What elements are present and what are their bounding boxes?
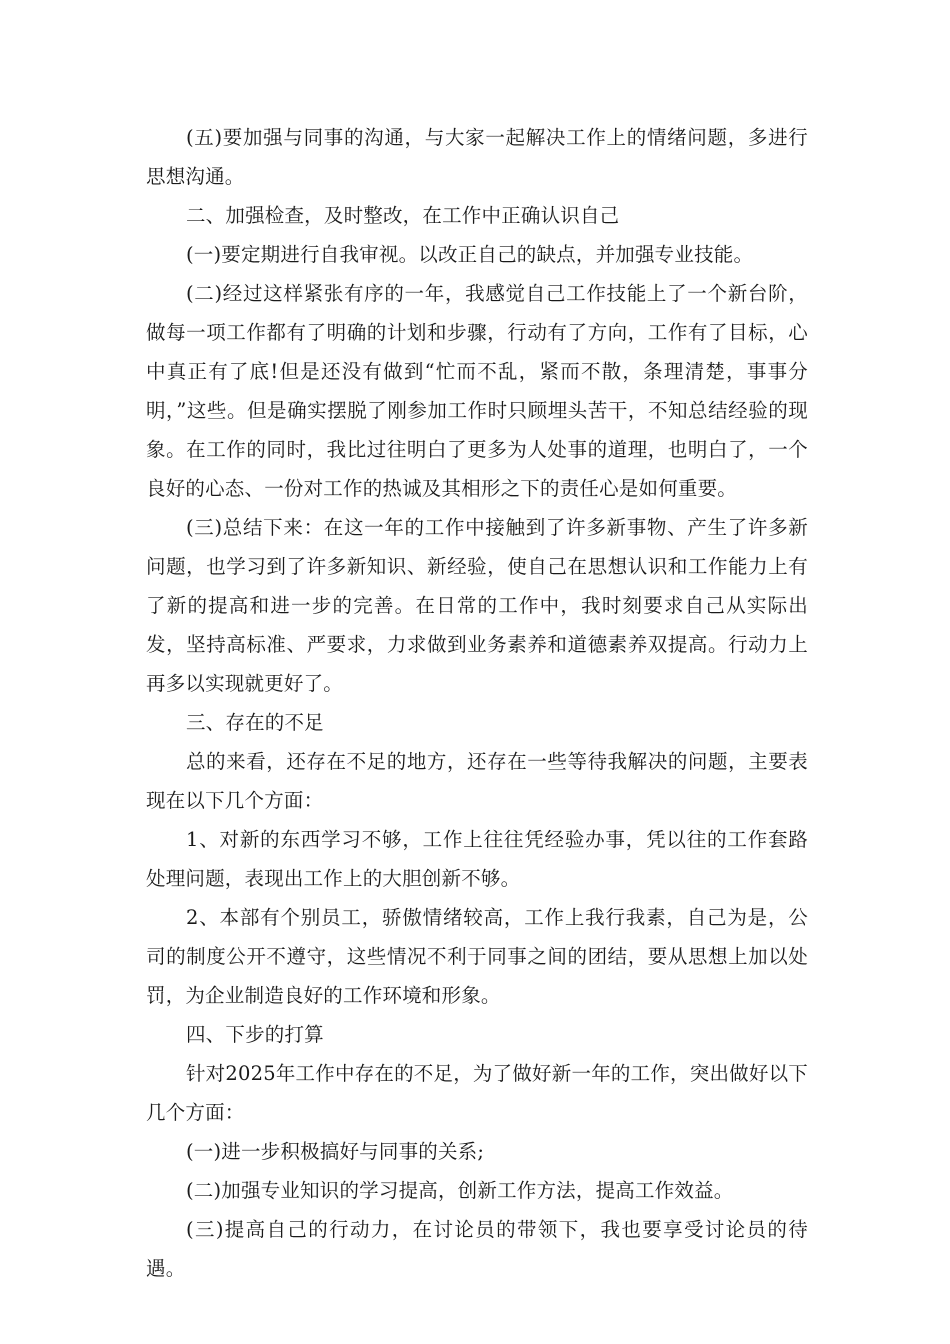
paragraph-plan-3: (三)提高自己的行动力，在讨论员的带领下，我也要享受讨论员的待遇。: [146, 1218, 808, 1280]
paragraph-self-review: (一)要定期进行自我审视。以改正自己的缺点，并加强专业技能。: [185, 243, 754, 266]
paragraph-skill-improvement: (二)经过这样紧张有序的一年，我感觉自己工作技能上了一个新台阶，做每一项工作都有了明确的计划和步骤，行动有了方向，工作有了目标，心中真正有了底!但是还没有做到“忙而不乱，紧而不散，条理清楚，事事分明，”这些。但是确实摆脱了刚参加工作时只顾埋头苦干，不知总结经验的现象。在工作的同时，我比过往明白了更多为人处事的道理，也明白了，一个良好的心态、一份对工作的热诚及其相形之下的责任心是如何重要。: [146, 282, 808, 500]
section-heading-3: 三、存在的不足: [185, 711, 324, 734]
document-body: [146, 118, 808, 1288]
paragraph-plan-2: (二)加强专业知识的学习提高，创新工作方法，提高工作效益。: [185, 1179, 734, 1202]
section-heading-4: 四、下步的打算: [185, 1023, 324, 1046]
paragraph-shortcomings-intro: 总的来看，还存在不足的地方，还存在一些等待我解决的问题，主要表现在以下几个方面：: [146, 750, 808, 812]
paragraph-communication: (五)要加强与同事的沟通，与大家一起解决工作上的情绪问题，多进行思想沟通。: [146, 126, 808, 188]
paragraph-shortcoming-2: 2、本部有个别员工，骄傲情绪较高，工作上我行我素，自己为是，公司的制度公开不遵守，这些情况不利于同事之间的团结，要从思想上加以处罚，为企业制造良好的工作环境和形象。: [146, 906, 808, 1007]
paragraph-summary: (三)总结下来：在这一年的工作中接触到了许多新事物、产生了许多新问题，也学习到了许多新知识、新经验，使自己在思想认识和工作能力上有了新的提高和进一步的完善。在日常的工作中，我时刻要求自己从实际出发，坚持高标准、严要求，力求做到业务素养和道德素养双提高。行动力上再多以实现就更好了。: [146, 516, 808, 695]
paragraph-plan-1: (一)进一步积极搞好与同事的关系;: [185, 1140, 485, 1163]
paragraph-plan-intro: 针对2025年工作中存在的不足，为了做好新一年的工作，突出做好以下几个方面：: [146, 1062, 808, 1124]
paragraph-shortcoming-1: 1、对新的东西学习不够，工作上往往凭经验办事，凭以往的工作套路处理问题，表现出工作上的大胆创新不够。: [146, 828, 808, 890]
section-heading-2: 二、加强检查，及时整改，在工作中正确认识自己: [185, 204, 620, 227]
